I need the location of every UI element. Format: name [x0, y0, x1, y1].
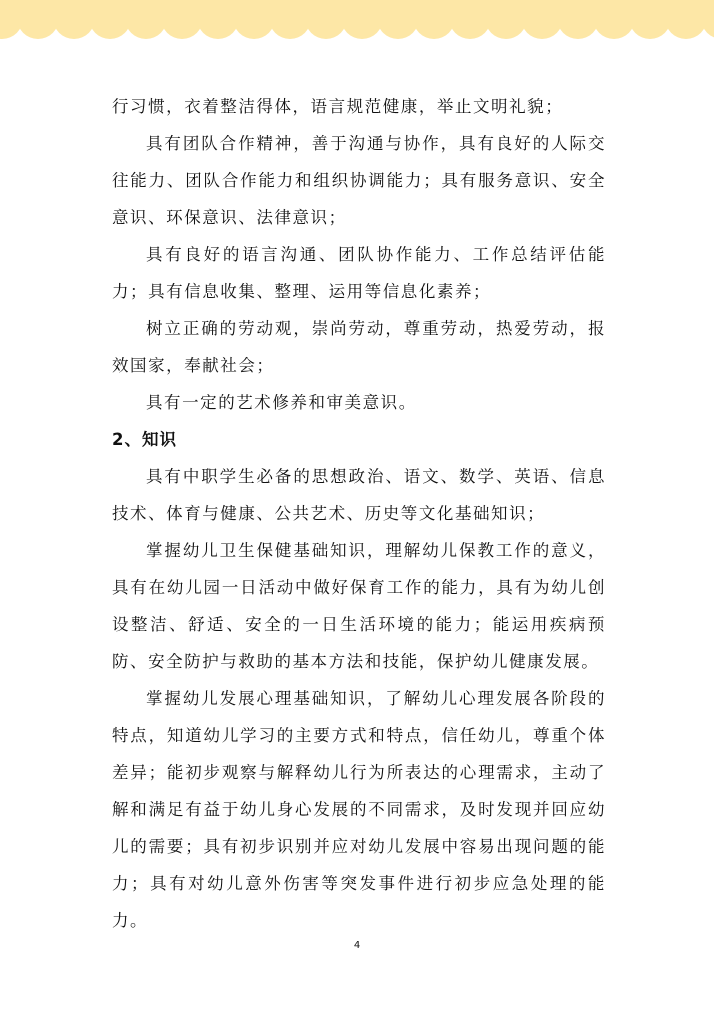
- paragraph-health-care: 掌握幼儿卫生保健基础知识，理解幼儿保教工作的意义，具有在幼儿园一日活动中做好保育工作的能力，具有为幼儿创设整洁、舒适、安全的一日生活环境的能力；能运用疾病预防、安全防护与救助的基本方法和技能，保护幼儿健康发展。: [112, 541, 606, 671]
- paragraph-psychology: 掌握幼儿发展心理基础知识，了解幼儿心理发展各阶段的特点，知道幼儿学习的主要方式和特点，信任幼儿，尊重个体差异；能初步观察与解释幼儿行为所表达的心理需求，主动了解和满足有益于幼儿身心发展的不同需求，及时发现并回应幼儿的需要；具有初步识别并应对幼儿发展中容易出现问题的能力；具有对幼儿意外伤害等突发事件进行初步应急处理的能力。: [112, 689, 606, 930]
- scalloped-top-border: [0, 0, 714, 48]
- page-number: 4: [353, 940, 361, 951]
- section-heading-knowledge: 2、知识: [112, 430, 177, 449]
- paragraph-communication: 具有良好的语言沟通、团队协作能力、工作总结评估能力；具有信息收集、整理、运用等信息化素养；: [112, 245, 606, 301]
- paragraph-art: 具有一定的艺术修养和审美意识。: [146, 393, 417, 412]
- paragraph-teamwork: 具有团队合作精神，善于沟通与协作，具有良好的人际交往能力、团队合作能力和组织协调能力；具有服务意识、安全意识、环保意识、法律意识；: [112, 134, 606, 227]
- document-body: [112, 88, 606, 939]
- paragraph-labor-view: 树立正确的劳动观，崇尚劳动，尊重劳动，热爱劳动，报效国家，奉献社会；: [112, 319, 606, 375]
- paragraph-continued: 行习惯，衣着整洁得体，语言规范健康，举止文明礼貌；: [112, 97, 564, 116]
- paragraph-basic-knowledge: 具有中职学生必备的思想政治、语文、数学、英语、信息技术、体育与健康、公共艺术、历史等文化基础知识；: [112, 467, 606, 523]
- scallop-decoration-icon: [0, 0, 714, 48]
